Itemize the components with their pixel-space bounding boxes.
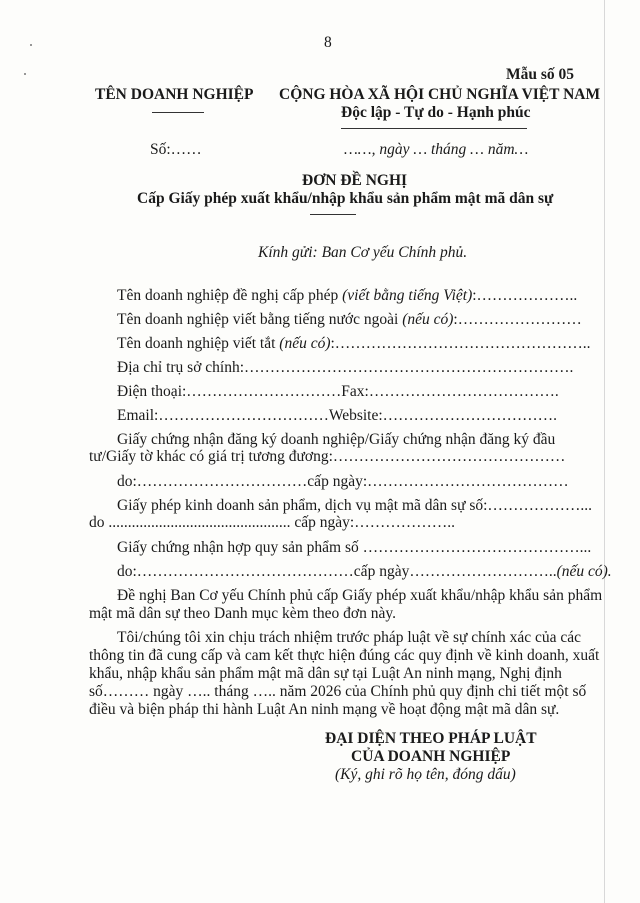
- document-number: Số:……: [150, 141, 202, 158]
- field-abbr-label: Tên doanh nghiệp viết tắt: [117, 335, 280, 352]
- national-motto: Độc lập - Tự do - Hạnh phúc: [341, 104, 531, 121]
- motto-underline: [341, 128, 527, 129]
- field-conformity-text: do:……………………………………cấp ngày………………………..: [117, 563, 557, 580]
- field-name-vn: [117, 287, 577, 305]
- field-name-foreign-dots: :……………………: [453, 311, 582, 328]
- field-name-vn-note: (viết bằng tiếng Việt): [342, 287, 473, 304]
- signature-title-line1: ĐẠI DIỆN THEO PHÁP LUẬT: [325, 730, 537, 747]
- scan-line: [604, 0, 605, 903]
- commit-line2: thông tin đã cung cấp và cam kết thực hiện đúng các quy định về kinh doanh, xuất: [89, 647, 600, 664]
- commit-line5: điều và biện pháp thi hành Luật An ninh mạng về hoạt động mật mã dân sự.: [89, 701, 560, 718]
- field-reg-cert-line3: do:……………………………cấp ngày:…………………………………: [117, 473, 569, 490]
- field-name-vn-label: Tên doanh nghiệp đề nghị cấp phép: [117, 287, 343, 304]
- request-line2: mật mã dân sự theo Danh mục kèm theo đơn này.: [89, 605, 397, 622]
- field-license-line1: Giấy phép kinh doanh sản phẩm, dịch vụ mật mã dân sự số:………………...: [117, 497, 593, 514]
- field-name-foreign-label: Tên doanh nghiệp viết bằng tiếng nước ngoài: [117, 311, 403, 328]
- field-conformity-note: (nếu có).: [556, 563, 612, 580]
- page-number: 8: [324, 34, 332, 51]
- signature-note: (Ký, ghi rõ họ tên, đóng dấu): [335, 766, 516, 783]
- field-conformity-line2: [117, 563, 612, 581]
- field-reg-cert-line1: Giấy chứng nhận đăng ký doanh nghiệp/Giấy chứng nhận đăng ký đầu: [117, 431, 556, 448]
- signature-title-line2: CỦA DOANH NGHIỆP: [351, 748, 511, 765]
- commit-line1: Tôi/chúng tôi xin chịu trách nhiệm trước pháp luật về sự chính xác của các: [117, 629, 582, 646]
- field-abbr-dots: :…………………………………………..: [330, 335, 591, 352]
- request-line1: Đề nghị Ban Cơ yếu Chính phủ cấp Giấy phép xuất khẩu/nhập khẩu sản phẩm: [117, 587, 603, 604]
- field-reg-cert-line2: tư/Giấy tờ khác có giá trị tương đương:………………………………………: [89, 448, 566, 465]
- scan-speck: [30, 44, 32, 46]
- greeting-text: Kính gửi: Ban Cơ yếu Chính phủ.: [258, 244, 468, 261]
- form-subtitle: Cấp Giấy phép xuất khẩu/nhập khẩu sản phẩm mật mã dân sự: [137, 190, 554, 207]
- field-license-line2: do ............................................... cấp ngày:………………..: [89, 514, 455, 531]
- commit-line3: khẩu, nhập khẩu sản phẩm mật mã dân sự tại Luật An ninh mạng, Nghị định: [89, 665, 562, 682]
- greeting: [258, 244, 467, 262]
- title-underline: [310, 214, 356, 215]
- form-code: Mẫu số 05: [506, 66, 575, 83]
- field-address: Địa chỉ trụ sở chính:……………………………………………………….: [117, 359, 574, 376]
- country-name: CỘNG HÒA XÃ HỘI CHỦ NGHĨA VIỆT NAM: [279, 86, 601, 103]
- field-name-foreign-note: (nếu có): [402, 311, 454, 328]
- field-conformity-line1: Giấy chứng nhận hợp quy sản phẩm số ……………………………………...: [117, 539, 592, 556]
- company-underline: [152, 112, 204, 113]
- company-name: TÊN DOANH NGHIỆP: [95, 86, 254, 103]
- field-name-foreign: [117, 311, 582, 329]
- field-abbr-note: (nếu có): [279, 335, 331, 352]
- field-phone-fax: Điện thoại:…………………………Fax:……………………………….: [117, 383, 559, 400]
- form-title: ĐƠN ĐỀ NGHỊ: [302, 172, 408, 189]
- field-email-website: Email:……………………………Website:…………………………….: [117, 407, 558, 424]
- field-name-vn-dots: :………………..: [472, 287, 578, 304]
- commit-line4: số……… ngày ….. tháng ….. năm 2026 của Chính phủ quy định chi tiết một số: [89, 683, 587, 700]
- document-date: ……, ngày … tháng … năm…: [344, 141, 529, 158]
- field-abbr: [117, 335, 591, 353]
- scan-speck: [24, 73, 26, 75]
